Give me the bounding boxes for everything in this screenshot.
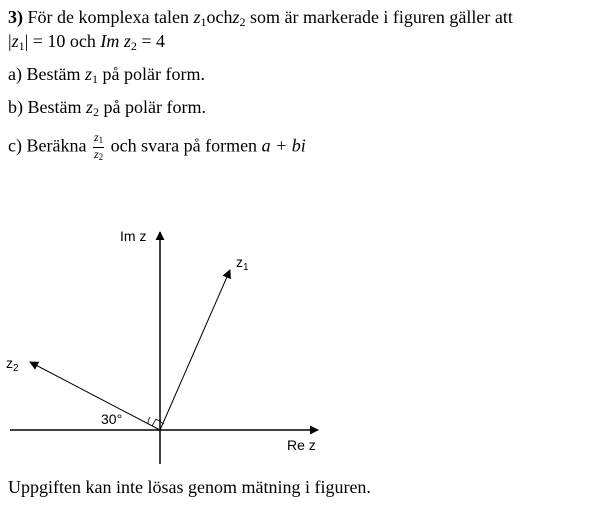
part-b-z2: $z_2$ [86, 97, 100, 119]
och-word: och [206, 7, 233, 27]
part-a-z1: $z_1$ [84, 64, 98, 86]
footer-note: Uppgiften kan inte lösas genom mätning i figuren. [8, 477, 371, 497]
part-b-label: b) Bestäm [8, 97, 82, 117]
quotient-fraction: $\frac{z_1}{z_2}$ [93, 130, 104, 162]
problem-number: 3) [8, 7, 23, 27]
equals-four: = 4 [136, 31, 166, 51]
z1-symbol: $z_1$ [193, 7, 207, 29]
re-axis-label: Re z [287, 437, 316, 453]
intro-text-2: som är markerade i figuren gäller att [250, 7, 513, 27]
part-b-text: på polär form. [103, 97, 206, 117]
part-a-text: på polär form. [102, 64, 205, 84]
imag-part: Im $z_2$ [100, 31, 137, 53]
z2-label: $z_2$ [6, 355, 19, 374]
im-axis-label: Im z [120, 228, 147, 244]
intro-text: För de komplexa talen [27, 7, 189, 27]
z2-vector [30, 362, 160, 430]
equals-ten: = 10 och [28, 31, 101, 51]
modulus-equation: $|z_1|$ [8, 31, 29, 53]
z1-label: $z_1$ [236, 254, 249, 273]
part-c-form: a + bi [261, 135, 306, 156]
part-a-label: a) Bestäm [8, 64, 81, 84]
z1-vector [160, 270, 230, 430]
angle-label: 30° [101, 411, 123, 427]
part-c-text: och svara på formen [110, 135, 258, 156]
part-c-label: c) Beräkna [8, 135, 87, 156]
z2-symbol: $z_2$ [232, 7, 246, 29]
angle-arc [148, 417, 150, 424]
